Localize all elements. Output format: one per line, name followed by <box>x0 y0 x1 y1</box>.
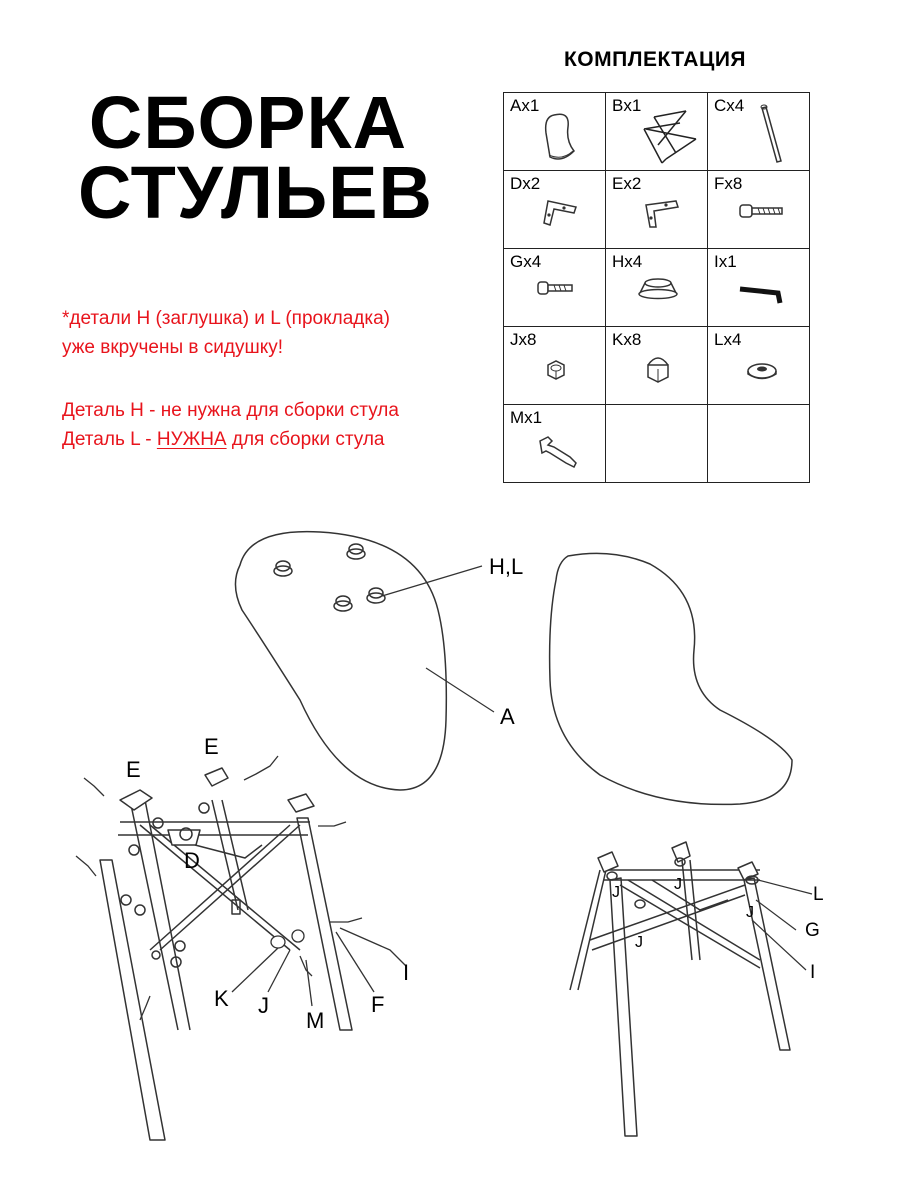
kit-label: Lx4 <box>714 330 742 349</box>
kit-label: Kx8 <box>612 330 642 349</box>
kit-label: Ix1 <box>714 252 737 271</box>
note-line-3: Деталь H - не нужна для сборки стула <box>62 400 399 421</box>
note-line-2: уже вкручены в сидушку! <box>62 337 284 358</box>
kit-label: Bx1 <box>612 96 642 115</box>
kit-label: Mx1 <box>510 408 543 427</box>
kit-label: Ax1 <box>510 96 540 115</box>
note-line-1: *детали H (заглушка) и L (прокладка) <box>62 308 390 329</box>
label-k: K <box>214 986 229 1011</box>
label-i: I <box>403 960 410 985</box>
note-emphasis: НУЖНА <box>156 429 227 450</box>
label-i-right: I <box>810 962 816 983</box>
title-line-1: СБОРКА <box>88 81 408 164</box>
seat-caps <box>274 544 385 611</box>
note-line-4-end: для сборки стула <box>226 429 385 450</box>
label-j-right-3: J <box>635 934 643 951</box>
title-line-2: СТУЛЬЕВ <box>78 151 433 234</box>
kit-label: Cx4 <box>714 96 745 115</box>
kit-label: Hx4 <box>612 252 643 271</box>
kit-label: Gx4 <box>510 252 542 271</box>
kit-label: Jx8 <box>510 330 537 349</box>
label-j: J <box>258 993 269 1018</box>
label-j-right-4: J <box>746 904 754 921</box>
label-j-right-1: J <box>674 876 682 893</box>
kit-title: КОМПЛЕКТАЦИЯ <box>563 48 747 71</box>
note-line-4-start: Деталь L - <box>62 429 157 450</box>
label-d: D <box>184 848 200 873</box>
seat-top-view <box>235 532 446 790</box>
label-f: F <box>371 992 385 1017</box>
label-h-l: H,L <box>489 554 524 579</box>
seat-side-view <box>550 553 792 804</box>
label-e-2: E <box>204 734 219 759</box>
kit-label: Fx8 <box>714 174 743 193</box>
kit-label: Ex2 <box>612 174 642 193</box>
kit-label: Dx2 <box>510 174 541 193</box>
label-m: M <box>306 1008 325 1033</box>
label-g: G <box>805 920 820 941</box>
label-e-1: E <box>126 757 141 782</box>
left-base-frame <box>100 768 352 1140</box>
label-a: A <box>500 704 515 729</box>
label-l: L <box>813 884 824 905</box>
label-j-right-2: J <box>612 884 620 901</box>
